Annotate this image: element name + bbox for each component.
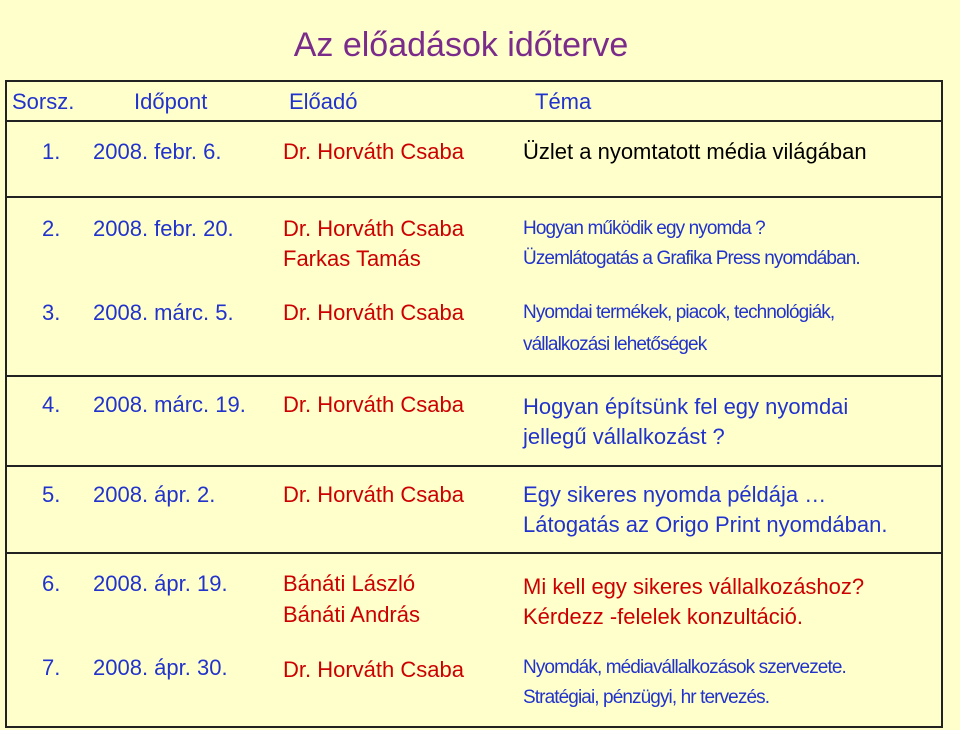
row-num: 4. [42, 392, 61, 417]
row-speaker: Dr. Horváth Csaba [283, 482, 464, 507]
row-topic-2: vállalkozási lehetőségek [523, 334, 707, 355]
row-num: 1. [42, 139, 61, 164]
row-topic: Nyomdai termékek, piacok, technológiák, [523, 302, 835, 323]
row-date: 2008. febr. 20. [93, 216, 234, 241]
row-divider [7, 465, 941, 467]
header-speaker: Előadó [289, 89, 358, 114]
row-num: 6. [42, 571, 61, 596]
row-topic-2: Üzemlátogatás a Grafika Press nyomdában. [523, 248, 860, 269]
row-topic-2: Kérdezz -felelek konzultáció. [523, 604, 804, 629]
row-topic-2: Stratégiai, pénzügyi, hr tervezés. [523, 687, 770, 708]
row-divider [7, 552, 941, 554]
row-speaker-2: Farkas Tamás [283, 246, 421, 271]
schedule-table [5, 80, 943, 728]
row-speaker: Dr. Horváth Csaba [283, 657, 464, 682]
header-topic: Téma [535, 89, 592, 114]
row-num: 5. [42, 482, 61, 507]
header-num: Sorsz. [12, 89, 75, 114]
header-date: Időpont [134, 89, 208, 114]
row-speaker: Dr. Horváth Csaba [283, 300, 464, 325]
row-divider [7, 196, 941, 198]
row-speaker: Bánáti László [283, 571, 416, 596]
row-topic-2: Látogatás az Origo Print nyomdában. [523, 512, 888, 537]
row-date: 2008. febr. 6. [93, 139, 222, 164]
row-speaker: Dr. Horváth Csaba [283, 216, 464, 241]
row-speaker: Dr. Horváth Csaba [283, 392, 464, 417]
row-date: 2008. ápr. 19. [93, 571, 228, 596]
row-date: 2008. márc. 5. [93, 300, 234, 325]
row-divider [7, 375, 941, 377]
row-date: 2008. márc. 19. [93, 392, 246, 417]
row-topic: Egy sikeres nyomda példája … [523, 482, 827, 507]
row-num: 7. [42, 655, 61, 680]
row-date: 2008. ápr. 30. [93, 655, 228, 680]
row-topic: Üzlet a nyomtatott média világában [523, 139, 867, 164]
row-divider [7, 120, 941, 122]
row-date: 2008. ápr. 2. [93, 482, 216, 507]
row-speaker-2: Bánáti András [283, 602, 420, 627]
row-topic: Hogyan működik egy nyomda ? [523, 218, 765, 239]
row-speaker: Dr. Horváth Csaba [283, 139, 464, 164]
row-num: 2. [42, 216, 61, 241]
row-topic-2: jellegű vállalkozást ? [523, 424, 725, 449]
table-header-row [7, 87, 941, 117]
row-topic: Hogyan építsünk fel egy nyomdai [523, 394, 849, 419]
row-topic: Nyomdák, médiavállalkozások szervezete. [523, 657, 846, 678]
row-num: 3. [42, 300, 61, 325]
page-title: Az előadások időterve [293, 26, 629, 64]
row-topic: Mi kell egy sikeres vállalkozáshoz? [523, 574, 865, 599]
